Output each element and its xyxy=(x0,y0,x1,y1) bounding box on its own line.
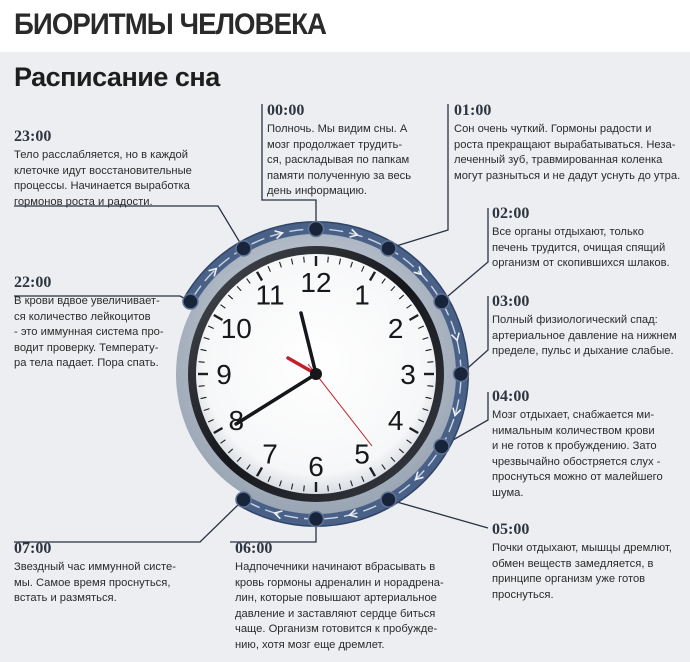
clock-center-cap xyxy=(310,368,322,380)
clock-numeral: 6 xyxy=(308,451,324,482)
time-marker-dot xyxy=(434,439,449,454)
time-marker-dot xyxy=(236,241,251,256)
minute-tick xyxy=(328,485,329,491)
note-time: 07:00 xyxy=(14,540,52,557)
note-2300 xyxy=(14,128,214,210)
minute-tick xyxy=(328,257,329,263)
note-time: 01:00 xyxy=(454,102,492,119)
note-time: 23:00 xyxy=(14,128,52,145)
note-2200 xyxy=(14,274,174,372)
note-text: Звездный час иммунной систе- мы. Самое время проснуться, встать и размяться. xyxy=(14,561,176,604)
note-0600 xyxy=(235,540,455,653)
time-marker-dot xyxy=(381,241,396,256)
note-text: В крови вдвое увеличивает- ся количество лейкоцитов - это иммунная система про- водит проверку. Температу- ра тела падает. Пора спать. xyxy=(14,295,164,369)
time-marker-dot xyxy=(309,222,324,237)
note-text: Полночь. Мы видим сны. А мозг продолжает трудить- ся, раскладывая по папкам памяти полученную за весь день информацию. xyxy=(267,123,412,197)
clock-numeral: 12 xyxy=(300,267,332,298)
clock-numeral: 4 xyxy=(387,405,404,436)
time-marker-dot xyxy=(236,492,251,507)
clock-numeral: 7 xyxy=(262,438,278,470)
note-text: Все органы отдыхают, только печень трудится, очищая спящий организм от скопившихся шлаков. xyxy=(492,226,670,269)
note-text: Тело расслабляется, но в каждой клеточке идут восстановительные процессы. Начинается выработка гормонов роста и радости. xyxy=(14,149,192,208)
minute-tick xyxy=(427,362,433,363)
connector-0700 xyxy=(14,500,244,542)
minute-tick xyxy=(304,485,305,491)
note-text: Надпочечники начинают вбрасывать в кровь гормоны адреналин и норадрена- лин, которые повышают артериальное давление и заставляют сердце биться чаще. Организм готовится к пробужде- нию, хотя мозг еще дремлет. xyxy=(235,561,444,651)
time-marker-dot xyxy=(454,367,469,382)
connector-0500 xyxy=(389,500,489,528)
clock-numeral: 10 xyxy=(220,313,252,344)
clock-numeral: 8 xyxy=(228,405,245,436)
note-time: 04:00 xyxy=(492,388,530,405)
clock-numeral: 9 xyxy=(216,359,232,390)
note-time: 22:00 xyxy=(14,274,52,291)
minute-tick xyxy=(304,257,305,263)
note-text: Сон очень чуткий. Гормоны радости и роста прекращают вырабатываться. Неза- леченный зуб, травмированная коленка могут разныться и не дадут уснуть до утра. xyxy=(454,123,681,182)
note-0100 xyxy=(454,102,686,184)
note-text: Почки отдыхают, мышцы дремлют, обмен веществ замедляется, в принципе организм уже готов проснуться. xyxy=(492,542,672,601)
note-text: Мозг отдыхает, снабжается ми- нимальным количеством крови и не готов к пробуждению. Зато чрезвычайно обостряется слух - проснуться можно от малейшего шума. xyxy=(492,409,663,499)
time-marker-dot xyxy=(309,512,324,527)
minute-tick xyxy=(199,362,205,363)
clock-numeral: 11 xyxy=(255,279,285,311)
note-time: 00:00 xyxy=(267,102,305,119)
minute-tick xyxy=(427,386,433,387)
note-0000 xyxy=(267,102,427,200)
note-time: 03:00 xyxy=(492,293,530,310)
note-0400 xyxy=(492,388,687,501)
note-time: 05:00 xyxy=(492,521,530,538)
minute-tick xyxy=(199,386,205,387)
note-0300 xyxy=(492,293,687,360)
note-time: 02:00 xyxy=(492,205,530,222)
time-marker-dot xyxy=(183,294,198,309)
note-0200 xyxy=(492,205,687,272)
header-title: БИОРИТМЫ ЧЕЛОВЕКА xyxy=(14,8,327,41)
time-marker-dot xyxy=(434,294,449,309)
clock-numeral: 5 xyxy=(354,438,370,470)
note-text: Полный физиологический спад: артериальное давление на нижнем пределе, пульс и дыхание слабые. xyxy=(492,314,677,357)
section-title: Расписание сна xyxy=(14,62,220,92)
clock-numeral: 3 xyxy=(400,359,416,390)
time-marker-dot xyxy=(381,492,396,507)
clock-numeral: 1 xyxy=(354,279,370,311)
note-0500 xyxy=(492,521,687,603)
clock-numeral: 2 xyxy=(387,313,404,344)
note-time: 06:00 xyxy=(235,540,273,557)
connector-2300 xyxy=(14,206,244,248)
note-0700 xyxy=(14,540,194,607)
